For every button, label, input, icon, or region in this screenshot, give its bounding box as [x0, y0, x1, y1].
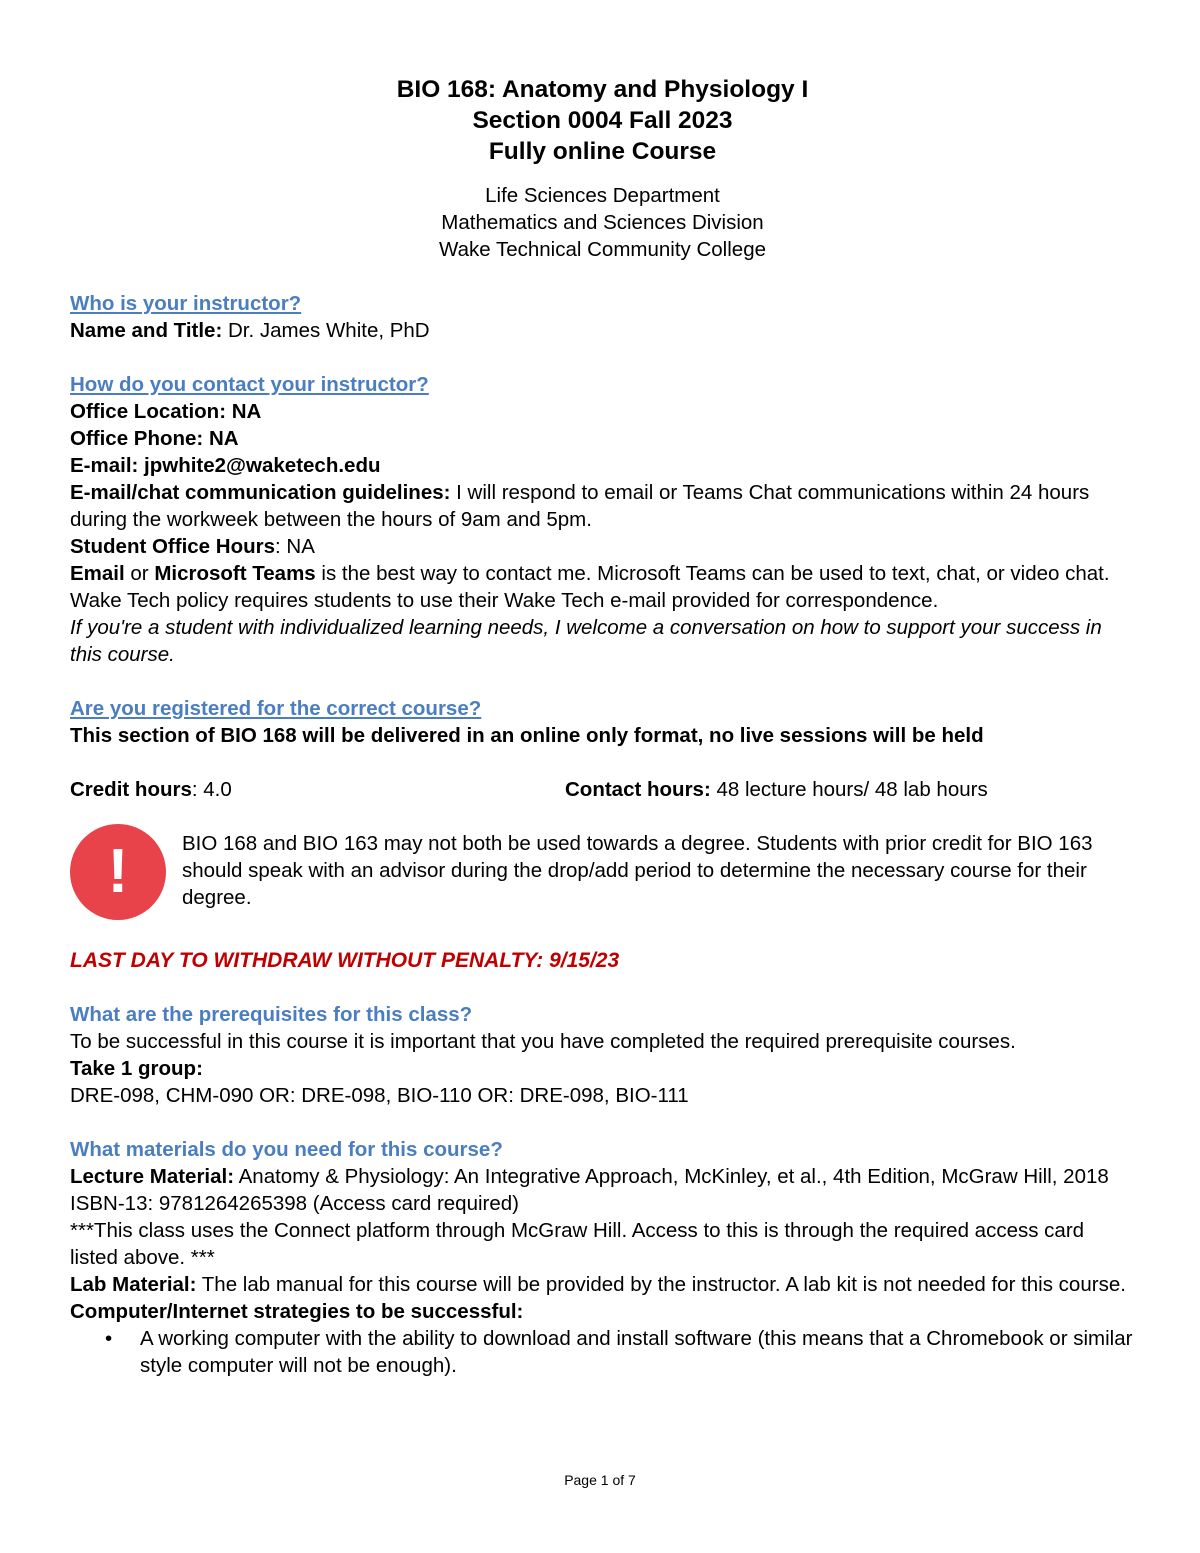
department-block	[70, 182, 1135, 263]
contact-hours-label: Contact hours:	[565, 778, 711, 801]
degree-notice	[70, 830, 1135, 920]
prerequisites-section	[70, 1001, 1135, 1109]
contact-method-text: is the best way to contact me. Microsoft Teams can be used to text, chat, or video chat. Wake Tech policy requires students to use their Wake Tech e-mail provided for correspondence.	[70, 562, 1110, 612]
connect-platform-note: ***This class uses the Connect platform through McGraw Hill. Access to this is through the required access card listed above. ***	[70, 1219, 1085, 1269]
course-title-line-1: BIO 168: Anatomy and Physiology I	[396, 76, 809, 103]
instructor-section	[70, 290, 1135, 344]
course-title-line-3: Fully online Course	[488, 138, 717, 165]
email-word: Email	[70, 562, 125, 585]
prerequisite-group-label: Take 1 group:	[70, 1057, 203, 1080]
exclamation-icon: !	[70, 824, 166, 920]
learning-needs-note: If you're a student with individualized learning needs, I welcome a conversation on how to support your success in this course.	[70, 616, 1102, 666]
office-hours-label: Student Office Hours	[70, 535, 276, 558]
strategies-label: Computer/Internet strategies to be successful:	[70, 1300, 524, 1323]
prerequisites-intro: To be successful in this course it is important that you have completed the required prerequisite courses.	[70, 1030, 1016, 1053]
or-word: or	[124, 562, 155, 585]
lab-material-text: The lab manual for this course will be provided by the instructor. A lab kit is not needed for this course.	[196, 1273, 1126, 1296]
bullet-icon: •	[105, 1327, 113, 1350]
list-item	[105, 1325, 1135, 1379]
list-item-text: A working computer with the ability to download and install software (this means that a Chromebook or similar style computer will not be enough).	[140, 1327, 1133, 1377]
syllabus-page	[70, 74, 1135, 1379]
department-name: Life Sciences Department	[485, 184, 720, 207]
credit-hours	[70, 776, 565, 803]
materials-section	[70, 1136, 1135, 1379]
prerequisites-heading: What are the prerequisites for this class?	[70, 1003, 473, 1026]
contact-section	[70, 371, 1135, 668]
contact-method-paragraph	[70, 560, 1135, 614]
teams-word: Microsoft Teams	[154, 562, 316, 585]
office-phone: Office Phone: NA	[70, 427, 239, 450]
lecture-material	[70, 1163, 1135, 1217]
guidelines-label: E-mail/chat communication guidelines:	[70, 481, 451, 504]
division-name: Mathematics and Sciences Division	[441, 211, 764, 234]
office-hours	[70, 533, 1135, 560]
credit-hours-value: : 4.0	[191, 778, 232, 801]
instructor-name-value: Dr. James White, PhD	[222, 319, 430, 342]
contact-hours-value: 48 lecture hours/ 48 lab hours	[710, 778, 988, 801]
withdraw-deadline: LAST DAY TO WITHDRAW WITHOUT PENALTY: 9/15/23	[70, 949, 620, 972]
registration-heading[interactable]: Are you registered for the correct course?	[70, 697, 482, 720]
instructor-heading[interactable]: Who is your instructor?	[70, 292, 302, 315]
lecture-material-label: Lecture Material:	[70, 1165, 235, 1188]
college-name: Wake Technical Community College	[439, 238, 766, 261]
lab-material	[70, 1271, 1135, 1298]
page-number: Page 1 of 7	[564, 1472, 636, 1488]
lecture-material-text: Anatomy & Physiology: An Integrative Approach, McKinley, et al., 4th Edition, McGraw Hill, 2018 ISBN-13: 9781264265398 (Access card required)	[70, 1165, 1109, 1215]
instructor-email: E-mail: jpwhite2@waketech.edu	[70, 454, 381, 477]
prerequisite-groups: DRE-098, CHM-090 OR: DRE-098, BIO-110 OR: DRE-098, BIO-111	[70, 1084, 689, 1107]
credit-hours-label: Credit hours	[70, 778, 192, 801]
course-title-line-2: Section 0004 Fall 2023	[472, 107, 733, 134]
degree-notice-text: BIO 168 and BIO 163 may not both be used towards a degree. Students with prior credit for BIO 163 should speak with an advisor during the drop/add period to determine the necessary course for their degree.	[182, 832, 1093, 909]
instructor-name-label: Name and Title:	[70, 319, 223, 342]
contact-hours	[565, 776, 988, 803]
strategies-list	[70, 1325, 1135, 1379]
delivery-format: This section of BIO 168 will be delivered in an online only format, no live sessions will be held	[70, 724, 984, 747]
course-title	[70, 74, 1135, 167]
lab-material-label: Lab Material:	[70, 1273, 197, 1296]
contact-heading[interactable]: How do you contact your instructor?	[70, 373, 429, 396]
materials-heading: What materials do you need for this course?	[70, 1138, 503, 1161]
office-location: Office Location: NA	[70, 400, 262, 423]
hours-row	[70, 776, 1135, 803]
office-hours-value: : NA	[275, 535, 315, 558]
communication-guidelines	[70, 479, 1135, 533]
guidelines-text: I will respond to email or Teams Chat communications within 24 hours during the workweek between the hours of 9am and 5pm.	[70, 481, 1090, 531]
registration-section	[70, 695, 1135, 920]
instructor-name-line	[70, 317, 1135, 344]
